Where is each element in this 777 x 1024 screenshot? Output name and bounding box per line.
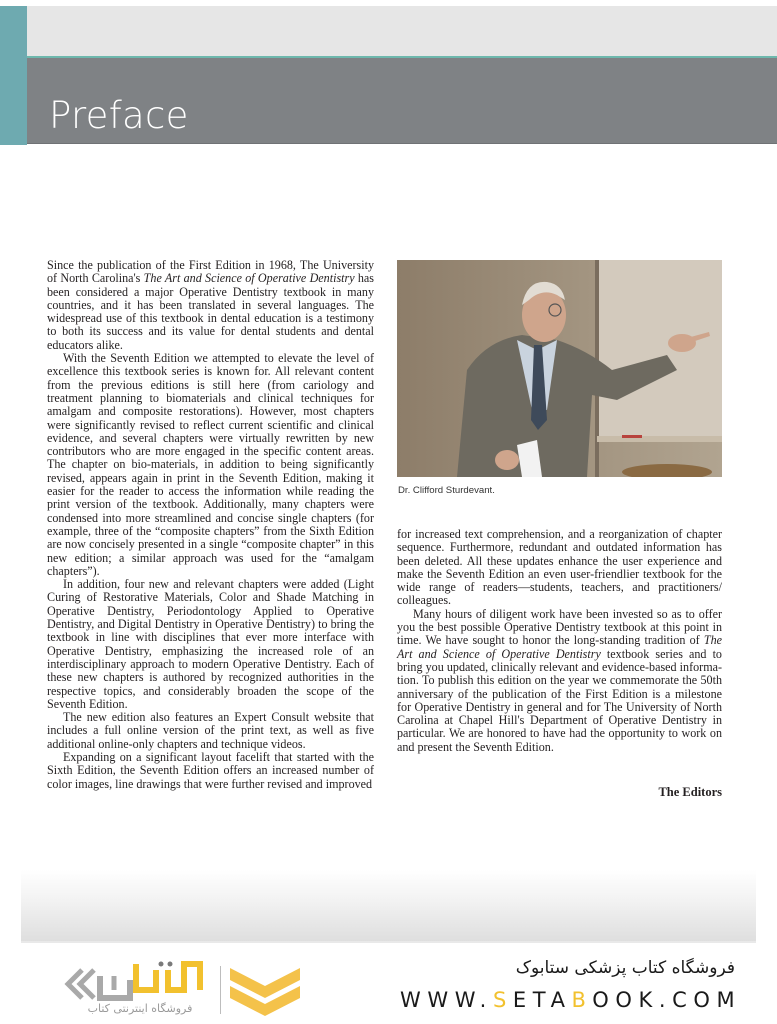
paragraph-1	[47, 259, 374, 352]
paragraph-6: for increased text comprehension, and a reorganization of chapter sequence. Furthermore, redundant and outdated information has been deleted. All these updates enhance the user experience and make the Seventh Edition an even user-friendlier textbook for the wide range of readers—students, teachers, and practitioners/ colleagues.	[397, 527, 722, 608]
url-part: ETA	[512, 988, 572, 1012]
portrait-photo	[397, 260, 722, 477]
logo-subtitle: فروشگاه اینترنتی کتاب	[87, 1002, 193, 1015]
text-run: has been considered a major Operative Dentistry textbook in many countries, and it has been translated in several languages. The widespread use of this textbook in dental education is a testimony to both its success and its value for dental students and dental educators alike.	[47, 271, 374, 352]
left-text-column	[47, 259, 374, 791]
paragraph-5: Expanding on a significant layout facelift that started with the Sixth Edition, the Seventh Edition offers an increased number of color images, line drawings that were further revised and improved	[47, 749, 374, 791]
text-run: Many hours of diligent work have been invested so as to offer you the best possible Operative Dentistry textbook at this point in time. We have sought to honor the long-standing tradition of	[397, 606, 722, 648]
page-bottom-shadow	[21, 870, 756, 942]
portrait-photo-illustration	[397, 260, 722, 477]
book-title-italic: The Art and Science of Operative Dentistry	[397, 633, 722, 661]
photo-caption: Dr. Clifford Sturdevant.	[398, 485, 495, 496]
shop-name: فروشگاه کتاب پزشکی ستابوک	[515, 958, 735, 978]
right-text-column	[397, 528, 722, 754]
book-title-italic: The Art and Science of Operative Dentistry	[143, 271, 355, 286]
paragraph-4: The new edition also features an Expert Consult website that includes a full online version of the print text, as well as five additional online-only chapters and technique videos.	[47, 710, 374, 751]
logo-divider	[220, 966, 221, 1014]
url-highlight: B	[571, 988, 593, 1012]
paragraph-7	[397, 608, 722, 754]
text-run: textbook series and to bring you updated, clinically relevant and evidence-based informa-tion. To publish this edition on the year we commemorate the 50th anniversary of the publication of the First Edition is a milestone for Operative Dentistry in general and for The University of North Carolina at Chapel Hill's Department of Operative Dentistry in particular. We are honored to have had the opportunity to work on and present the Seventh Edition.	[397, 646, 722, 754]
signature: The Editors	[658, 785, 722, 799]
url-highlight: S	[492, 988, 513, 1012]
paragraph-2: With the Seventh Edition we attempted to elevate the level of excellence this textbook series is known for. All relevant content from the previous editions is still here (from cariology and treatment planning to biomaterials and clinical techniques for amalgam and composite restorations). However, most chapters were significantly revised to reflect current scientific and clinical evidence, and several chapters were virtually rewritten by new contributors who are more engaged in the specific content areas. The chapter on bio-materials, in addition to being significantly revised, appears again in print in the Seventh Edition, making it easier for the reader to access the information while reading the print version of the textbook. Additionally, many chapters were condensed into more streamlined and concise single chapters (for example, three of the “composite chapters” from the Sixth Edition are now concisely presented in a single “composite chapter” in this new edition; a similar approach was used for the “amalgam chapters”).	[47, 351, 374, 578]
url-part: WWW.	[400, 988, 493, 1012]
url-part: OOK.COM	[592, 988, 742, 1012]
header-light-band	[27, 6, 777, 56]
paragraph-3: In addition, four new and relevant chapters were added (Light Curing of Restorative Materials, Color and Shade Matching in Operative Dentistry, Periodontology Applied to Operative Dentistry, and Digital Dentistry in Operative Dentistry) to bring the textbook in line with disciplines that ever more interface with Operative Dentistry, emphasizing the increased role of an interdisciplinary approach to modern Operative Dentistry. Each of these new chapters is authored by recognized authorities in the respective topics, and considerably broaden the scope of the Seventh Edition.	[47, 577, 374, 711]
text-run: Since the publication of the First Edition in 1968, The University of North Carolina's	[47, 258, 374, 286]
page-title: Preface	[49, 94, 189, 137]
shop-url[interactable]	[400, 988, 741, 1012]
teal-side-bar	[0, 6, 27, 145]
